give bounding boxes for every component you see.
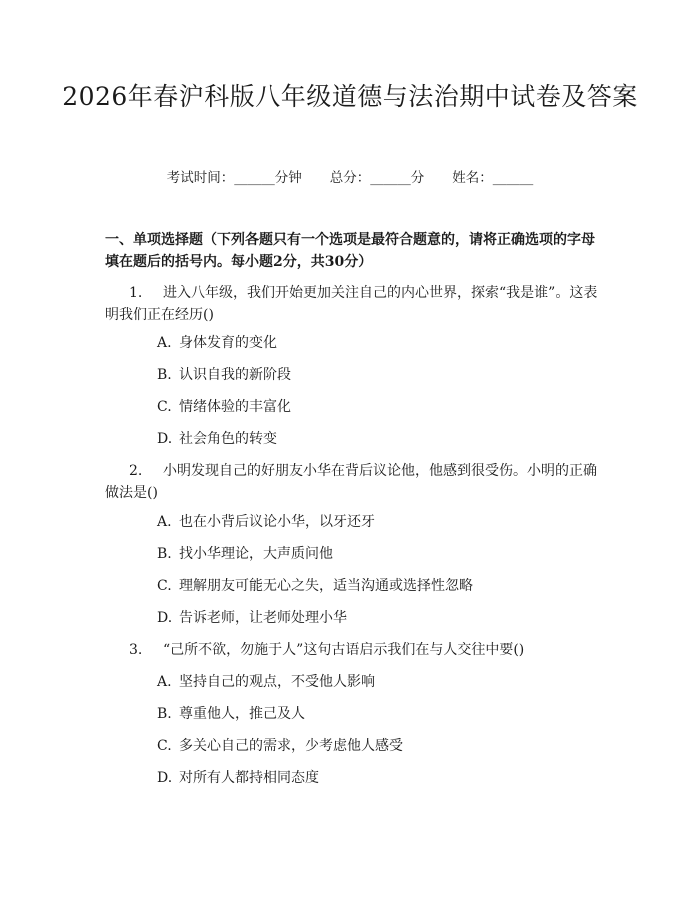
option-text: 对所有人都持相同态度 — [179, 770, 319, 786]
question-1 — [105, 282, 600, 326]
question-2-option-b — [157, 544, 333, 564]
question-text: 小明发现自己的好朋友小华在背后议论他，他感到很受伤。小明的正确做法是() — [105, 463, 597, 501]
option-text: 尊重他人，推己及人 — [179, 706, 305, 722]
question-3-option-d — [157, 768, 319, 788]
option-letter: A. — [157, 674, 172, 690]
option-text: 找小华理论，大声质问他 — [179, 546, 333, 562]
question-3-option-c — [157, 736, 403, 756]
option-letter: B. — [157, 706, 172, 722]
option-text: 理解朋友可能无心之失，适当沟通或选择性忽略 — [179, 578, 473, 594]
option-letter: C. — [157, 578, 172, 594]
option-text: 多关心自己的需求，少考虑他人感受 — [179, 738, 403, 754]
option-letter: D. — [157, 610, 173, 626]
option-text: 坚持自己的观点，不受他人影响 — [179, 674, 375, 690]
option-letter: D. — [157, 770, 173, 786]
question-text: 进入八年级，我们开始更加关注自己的内心世界，探索“我是谁”。这表明我们正在经历() — [105, 285, 598, 323]
question-3-option-b — [157, 704, 305, 724]
option-text: 告诉老师，让老师处理小华 — [179, 610, 347, 626]
question-2-option-d — [157, 608, 347, 628]
question-2-option-a — [157, 512, 375, 532]
question-1-option-b — [157, 365, 291, 385]
page-title: 2026年春沪科版八年级道德与法治期中试卷及答案 — [62, 82, 638, 111]
question-1-option-a — [157, 333, 277, 353]
question-2 — [105, 460, 600, 504]
exam-time-label: 考试时间：______分钟 — [166, 170, 302, 186]
question-1-option-c — [157, 397, 291, 417]
question-number: 3. — [129, 642, 143, 658]
option-text: 情绪体验的丰富化 — [179, 399, 291, 415]
student-name-label: 姓名：______ — [452, 170, 534, 186]
option-letter: B. — [157, 367, 172, 383]
total-score-label: 总分：______分 — [329, 170, 425, 186]
section-heading: 一、单项选择题（下列各题只有一个选项是最符合题意的，请将正确选项的字母填在题后的括号内。每小题2分，共30分） — [105, 232, 595, 270]
option-letter: A. — [157, 335, 172, 351]
question-1-option-d — [157, 429, 277, 449]
option-text: 身体发育的变化 — [179, 335, 277, 351]
question-3-option-a — [157, 672, 375, 692]
question-number: 2. — [129, 463, 143, 479]
option-letter: A. — [157, 514, 172, 530]
question-3 — [105, 639, 600, 661]
exam-meta — [0, 168, 700, 188]
option-letter: B. — [157, 546, 172, 562]
question-number: 1. — [129, 285, 143, 301]
question-2-option-c — [157, 576, 473, 596]
option-letter: D. — [157, 431, 173, 447]
option-letter: C. — [157, 399, 172, 415]
question-text: “己所不欲，勿施于人”这句古语启示我们在与人交往中要() — [163, 642, 525, 658]
option-text: 也在小背后议论小华，以牙还牙 — [179, 514, 375, 530]
option-text: 社会角色的转变 — [179, 431, 277, 447]
option-letter: C. — [157, 738, 172, 754]
option-text: 认识自我的新阶段 — [179, 367, 291, 383]
